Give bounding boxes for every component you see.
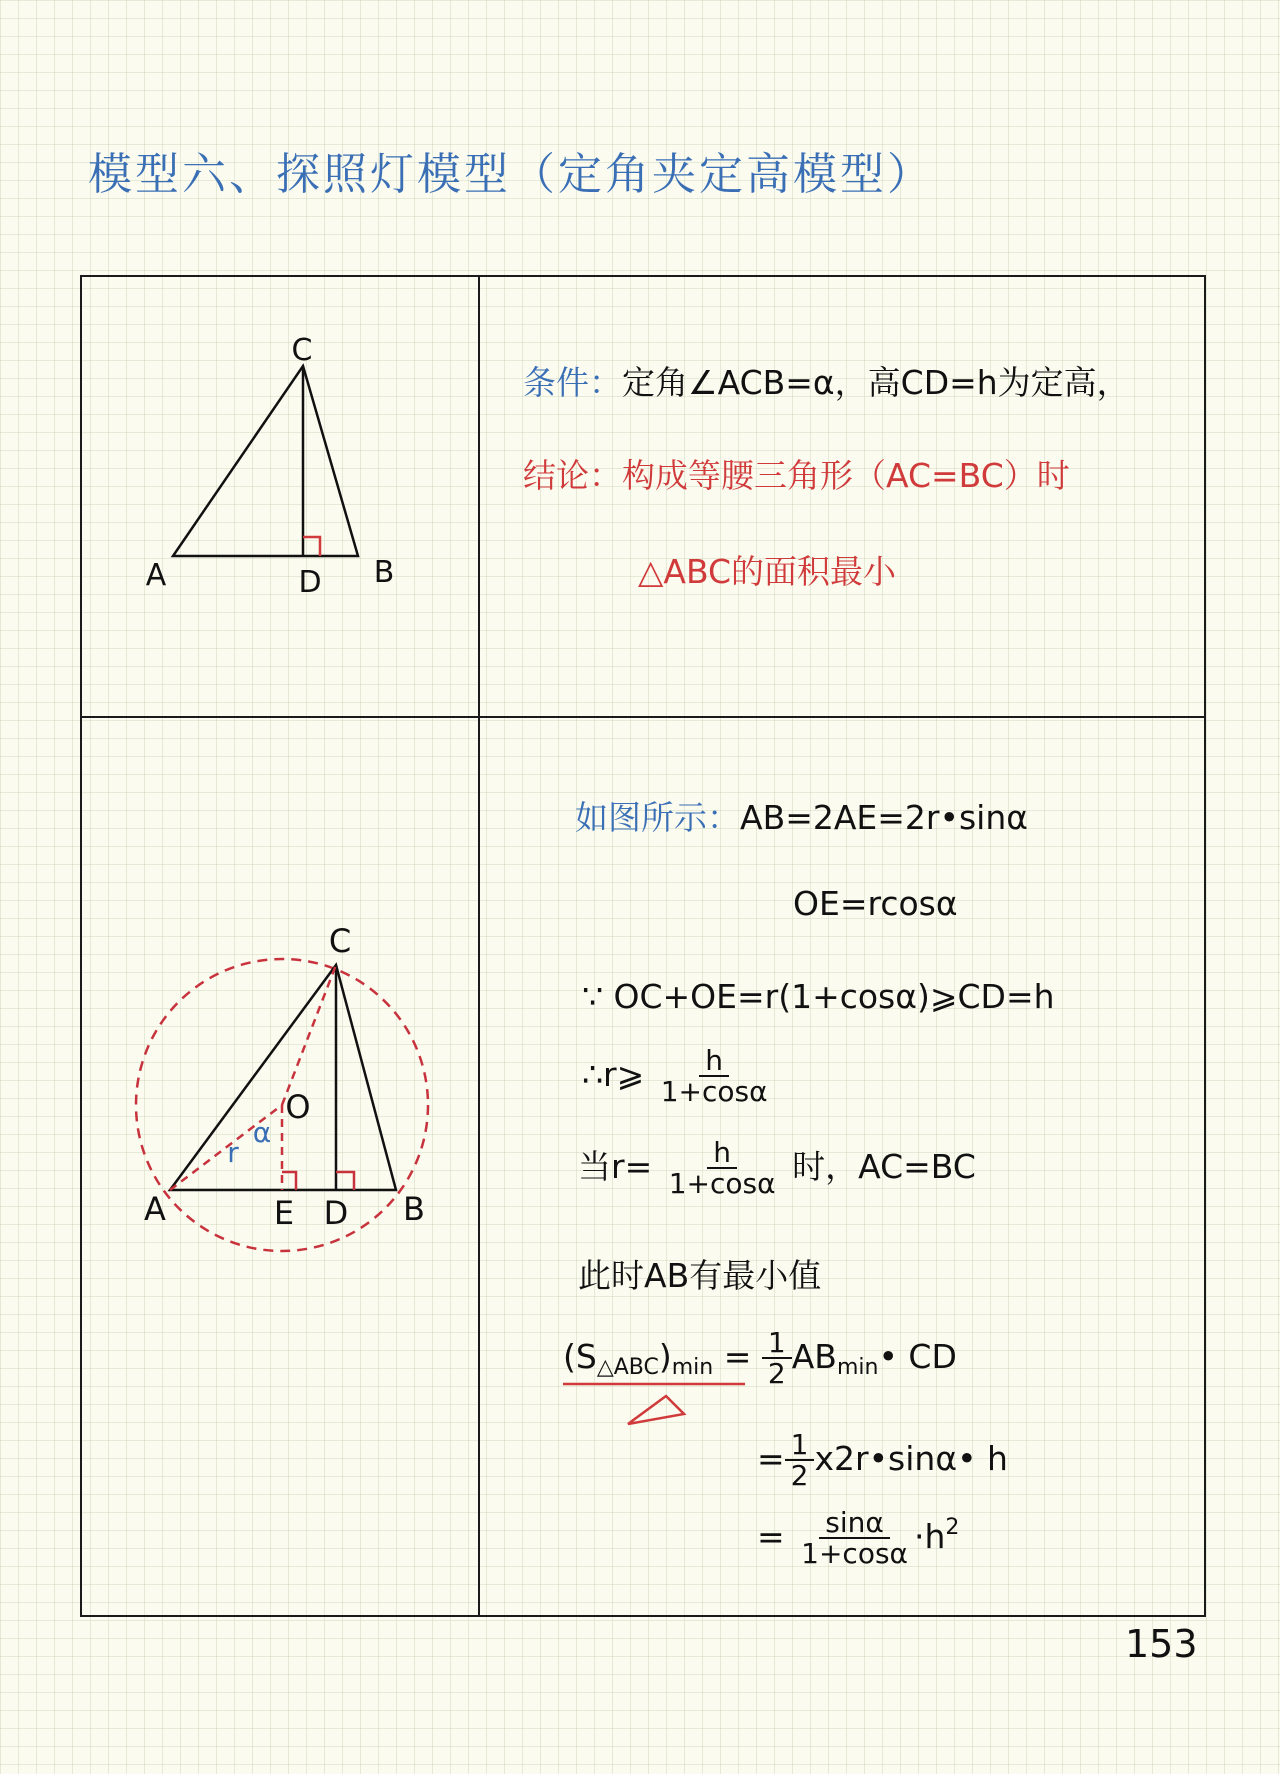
- conclusion-line: [523, 450, 1070, 497]
- line8-rest: x2r•sinα• h: [814, 1438, 1008, 1478]
- fraction-line-4: [655, 1046, 774, 1107]
- page-title: 模型六、探照灯模型（定角夹定高模型）: [88, 149, 934, 200]
- label-C-2: C: [328, 922, 352, 960]
- h-sup: 2: [945, 1514, 960, 1540]
- lhs-open: (S: [563, 1336, 597, 1376]
- condition-text: 定角∠ACB=α，高CD=h为定高，: [622, 363, 1130, 402]
- derivation-line-6: 此时AB有最小值: [578, 1256, 822, 1295]
- fraction-den: 2: [790, 1459, 809, 1493]
- conclusion-line-2: △ABC的面积最小: [638, 552, 897, 591]
- line4-prefix: ∴r⩾: [582, 1054, 645, 1094]
- ab-text: AB: [791, 1336, 837, 1376]
- label-A-2: A: [144, 1190, 166, 1228]
- fraction-num: h: [707, 1138, 737, 1169]
- final-fraction: [795, 1508, 914, 1569]
- fraction-num: sinα: [819, 1508, 890, 1539]
- ab-sub: min: [836, 1354, 879, 1380]
- fraction-den: 2: [767, 1357, 786, 1391]
- derivation-line-4: [582, 1046, 774, 1107]
- line5-suffix: 时，AC=BC: [792, 1146, 976, 1186]
- label-E: E: [273, 1194, 295, 1232]
- derivation-line-2: OE=rcosα: [793, 884, 958, 923]
- derivation-line-8: [757, 1430, 1008, 1491]
- eq-sign: =: [757, 1516, 785, 1556]
- page-number: 153: [1125, 1622, 1198, 1666]
- label-B-2: B: [403, 1190, 425, 1228]
- condition-label: 条件：: [523, 363, 622, 402]
- red-triangle-mark: [628, 1396, 684, 1424]
- lhs-min: min: [671, 1354, 714, 1380]
- fraction-den: 1+cosα: [660, 1075, 768, 1109]
- condition-line: [523, 357, 1130, 404]
- label-alpha: α: [252, 1116, 272, 1149]
- lhs-sub: △ABC: [596, 1354, 659, 1380]
- h-text: ·h: [914, 1516, 946, 1556]
- eq-sign: =: [723, 1336, 752, 1376]
- triangle-diagram-1: [146, 333, 395, 600]
- label-A: A: [145, 558, 167, 593]
- label-C: C: [291, 333, 313, 368]
- conclusion-text: 构成等腰三角形（AC=BC）时: [622, 456, 1070, 495]
- derivation-line-9: [757, 1508, 959, 1569]
- eq-sign: =: [757, 1438, 785, 1478]
- derivation-label: 如图所示：: [575, 798, 740, 837]
- derivation-line-1: [575, 792, 1028, 839]
- derivation-line-5: [578, 1138, 976, 1199]
- label-B: B: [373, 555, 395, 590]
- label-r: r: [227, 1136, 239, 1169]
- cd-text: • CD: [878, 1336, 957, 1376]
- line5-prefix: 当r=: [578, 1146, 653, 1186]
- label-D-2: D: [323, 1194, 349, 1232]
- fraction-num: h: [699, 1046, 729, 1077]
- label-O: O: [285, 1088, 311, 1126]
- derivation-eq-1: AB=2AE=2r•sinα: [740, 798, 1028, 837]
- derivation-line-7: [563, 1328, 957, 1389]
- half-fraction: [785, 1430, 815, 1491]
- half-fraction: [762, 1328, 792, 1389]
- fraction-line-5: [663, 1138, 782, 1199]
- fraction-den: 1+cosα: [801, 1537, 909, 1571]
- triangle-diagram-2: [136, 922, 428, 1251]
- fraction-num: 1: [785, 1430, 815, 1461]
- label-D: D: [298, 565, 322, 600]
- fraction-den: 1+cosα: [668, 1167, 776, 1201]
- conclusion-label: 结论：: [523, 456, 622, 495]
- fraction-num: 1: [762, 1328, 792, 1359]
- lhs-close: ): [658, 1336, 672, 1376]
- derivation-line-3: ∵ OC+OE=r(1+cosα)⩾CD=h: [582, 977, 1055, 1016]
